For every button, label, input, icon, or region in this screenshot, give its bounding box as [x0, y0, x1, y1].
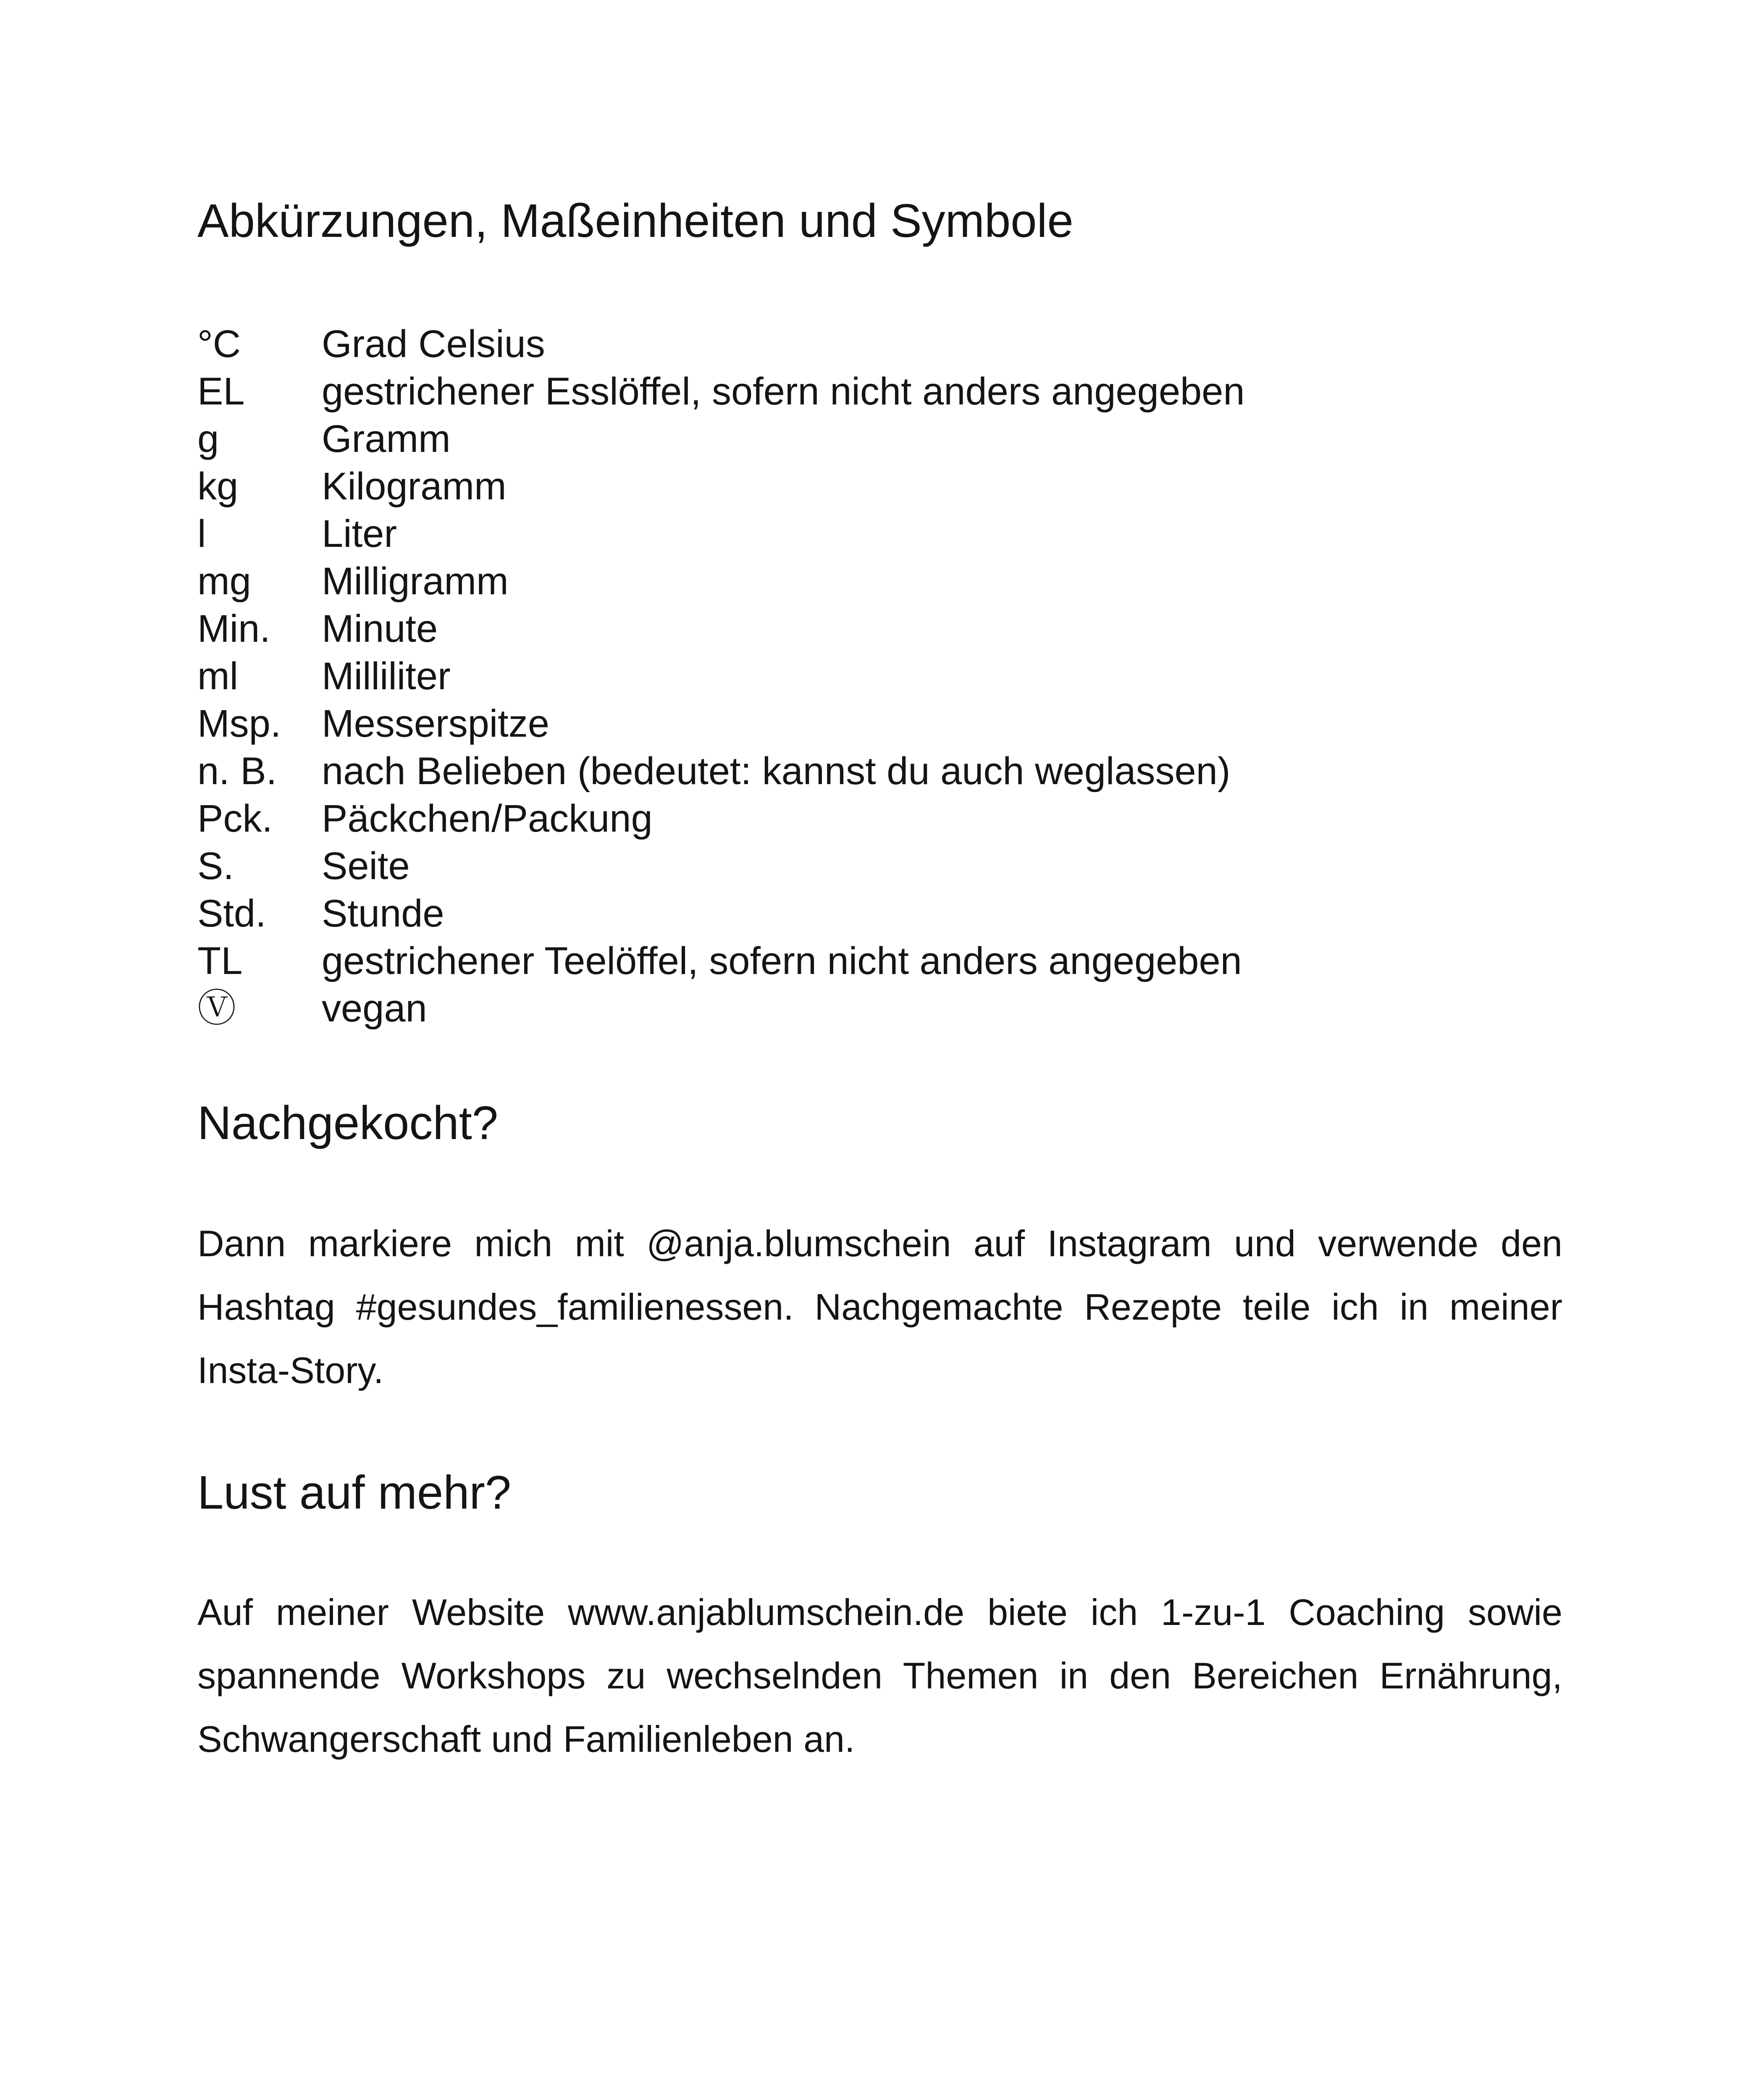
- abbreviation-meaning: Seite: [322, 845, 410, 887]
- abbreviation-meaning: Milligramm: [322, 560, 509, 603]
- abbreviations-heading: Abkürzungen, Maßeinheiten und Symbole: [197, 194, 1074, 247]
- abbreviation-row: [197, 700, 1245, 748]
- vegan-symbol-icon: Ⓥ: [197, 987, 236, 1030]
- abbreviation-key: mg: [197, 560, 251, 603]
- abbreviation-key: TL: [197, 940, 243, 982]
- abbreviation-key: Pck.: [197, 797, 273, 840]
- abbreviation-meaning: Kilogramm: [322, 465, 507, 508]
- abbreviation-meaning: Liter: [322, 512, 397, 555]
- lust-auf-mehr-heading: Lust auf mehr?: [197, 1466, 512, 1519]
- abbreviation-key: Std.: [197, 892, 266, 935]
- abbreviation-list: [197, 320, 1245, 1032]
- abbreviation-key: ml: [197, 655, 239, 698]
- abbreviation-meaning: nach Belieben (bedeutet: kannst du auch weglassen): [322, 750, 1231, 793]
- abbreviation-key: EL: [197, 370, 245, 413]
- abbreviation-meaning: gestrichener Esslöffel, sofern nicht anders angegeben: [322, 370, 1245, 413]
- abbreviation-key: °C: [197, 323, 241, 365]
- abbreviation-row: [197, 510, 1245, 558]
- abbreviation-meaning: vegan: [322, 987, 427, 1030]
- abbreviation-meaning: Gramm: [322, 417, 451, 460]
- abbreviation-row: [197, 653, 1245, 700]
- abbreviation-row: [197, 463, 1245, 510]
- abbreviation-key: S.: [197, 845, 234, 887]
- abbreviation-meaning: Grad Celsius: [322, 323, 545, 365]
- abbreviation-row: [197, 985, 1245, 1032]
- abbreviation-key: g: [197, 417, 219, 460]
- abbreviation-row: [197, 320, 1245, 368]
- abbreviation-key: Msp.: [197, 702, 281, 745]
- abbreviation-row: [197, 415, 1245, 463]
- abbreviation-row: [197, 368, 1245, 415]
- abbreviation-meaning: Minute: [322, 607, 438, 650]
- abbreviation-meaning: Stunde: [322, 892, 444, 935]
- lust-auf-mehr-paragraph: Auf meiner Website www.anjablumschein.de biete ich 1-zu-1 Coaching sowie spannende Workshops zu wechselnden Themen in den Bereichen Ernährung, Schwangerschaft und Familienleben an.: [197, 1591, 1562, 1760]
- abbreviation-key: kg: [197, 465, 239, 508]
- abbreviation-row: [197, 890, 1245, 937]
- nachgekocht-paragraph: Dann markiere mich mit @anja.blumschein auf Instagram und verwende den Hashtag #gesundes_familienessen. Nachgemachte Rezepte teile ich in meiner Insta-Story.: [197, 1223, 1562, 1391]
- abbreviation-row: [197, 605, 1245, 653]
- abbreviation-row: [197, 748, 1245, 795]
- abbreviation-key: Min.: [197, 607, 270, 650]
- abbreviation-meaning: Päckchen/Packung: [322, 797, 653, 840]
- abbreviation-meaning: Milliliter: [322, 655, 451, 698]
- abbreviation-key: n. B.: [197, 750, 277, 793]
- abbreviation-key: l: [197, 512, 206, 555]
- abbreviation-row: [197, 558, 1245, 605]
- abbreviation-row: [197, 795, 1245, 843]
- abbreviation-row: [197, 843, 1245, 890]
- abbreviation-meaning: Messerspitze: [322, 702, 549, 745]
- abbreviation-meaning: gestrichener Teelöffel, sofern nicht anders angegeben: [322, 940, 1242, 982]
- abbreviation-row: [197, 937, 1245, 985]
- nachgekocht-heading: Nachgekocht?: [197, 1097, 499, 1149]
